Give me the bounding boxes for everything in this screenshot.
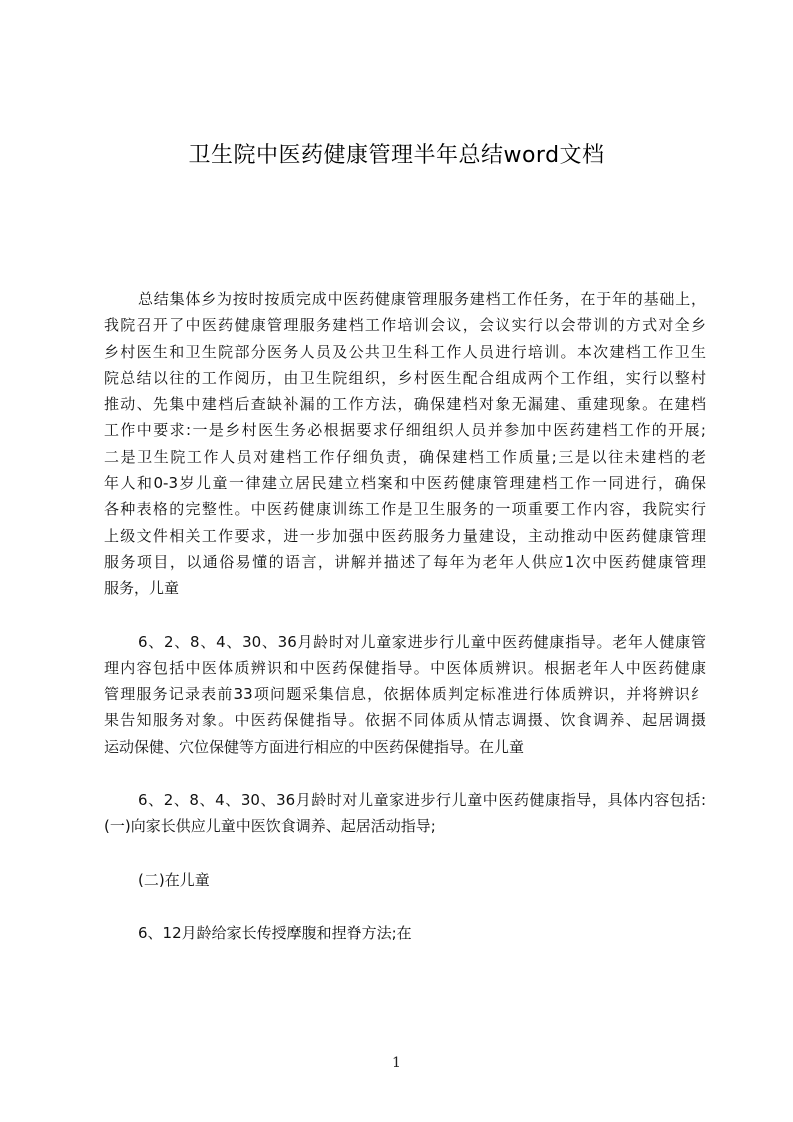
paragraph-line: 工作中要求:一是乡村医生务必根据要求仔细组织人员并参加中医药建档工作的开展;: [104, 421, 706, 440]
paragraph-line: 二是卫生院工作人员对建档工作仔细负责，确保建档工作质量;三是以往未建档的老: [104, 447, 706, 466]
paragraph-spacer: [104, 760, 706, 787]
paragraph: [104, 629, 706, 760]
paragraph-line: 我院召开了中医药健康管理服务建档工作培训会议，会议实行以会带训的方式对全乡: [104, 316, 706, 335]
paragraph-line: 院总结以往的工作阅历，由卫生院组织，乡村医生配合组成两个工作组，实行以整村: [104, 368, 706, 387]
paragraph-line: (一)向家长供应儿童中医饮食调养、起居活动指导;: [104, 817, 436, 836]
paragraph-spacer: [104, 893, 706, 920]
paragraph-line: (二)在儿童: [138, 870, 210, 889]
paragraph-line: 推动、先集中建档后查缺补漏的工作方法，确保建档对象无漏建、重建现象。在建档: [104, 395, 706, 414]
paragraph-spacer: [104, 840, 706, 867]
paragraph-line: 6、12月龄给家长传授摩腹和捏脊方法;在: [138, 923, 412, 942]
paragraph-line: 年人和0-3岁儿童一律建立居民建立档案和中医药健康管理建档工作一同进行，确保: [104, 474, 706, 493]
page-number: 1: [392, 1055, 401, 1071]
paragraph: [104, 920, 706, 946]
paragraph-line: 服务，儿童: [104, 579, 180, 598]
paragraph-line: 总结集体乡为按时按质完成中医药健康管理服务建档工作任务，在于年的基础上，: [138, 290, 706, 308]
paragraph-line: 各种表格的完整性。中医药健康训练工作是卫生服务的一项重要工作内容，我院实行: [104, 500, 706, 519]
paragraph-line: 管理服务记录表前33项问题采集信息，依据体质判定标准进行体质辨识，并将辨识纟: [104, 685, 706, 704]
paragraph: [104, 787, 706, 840]
paragraph-spacer: [104, 602, 706, 629]
paragraph-line: 理内容包括中医体质辨识和中医药保健指导。中医体质辨识。根据老年人中医药健康: [104, 658, 706, 677]
paragraph-line: 运动保健、穴位保健等方面进行相应的中医药保健指导。在儿童: [104, 737, 525, 756]
paragraph-line: 6、2、8、4、30、36月龄时对儿童家进步行儿童中医药健康指导。老年人健康管: [138, 632, 706, 651]
paragraph-line: 6、2、8、4、30、36月龄时对儿童家进步行儿童中医药健康指导，具体内容包括:: [138, 791, 706, 810]
paragraph-line: 上级文件相关工作要求，进一步加强中医药服务力量建设，主动推动中医药健康管理: [104, 526, 706, 545]
paragraph-line: 乡村医生和卫生院部分医务人员及公共卫生科工作人员进行培训。本次建档工作卫生: [104, 342, 706, 361]
document-title: 卫生院中医药健康管理半年总结word文档: [188, 143, 605, 168]
paragraph: [104, 286, 706, 602]
paragraph-line: 服务项目，以通俗易懂的语言，讲解并描述了每年为老年人供应1次中医药健康管理: [104, 552, 706, 571]
paragraph-line: 果告知服务对象。中医药保健指导。依据不同体质从情志调摄、饮食调养、起居调摄: [104, 711, 706, 730]
paragraph: [104, 867, 706, 893]
document-body: [104, 286, 706, 946]
